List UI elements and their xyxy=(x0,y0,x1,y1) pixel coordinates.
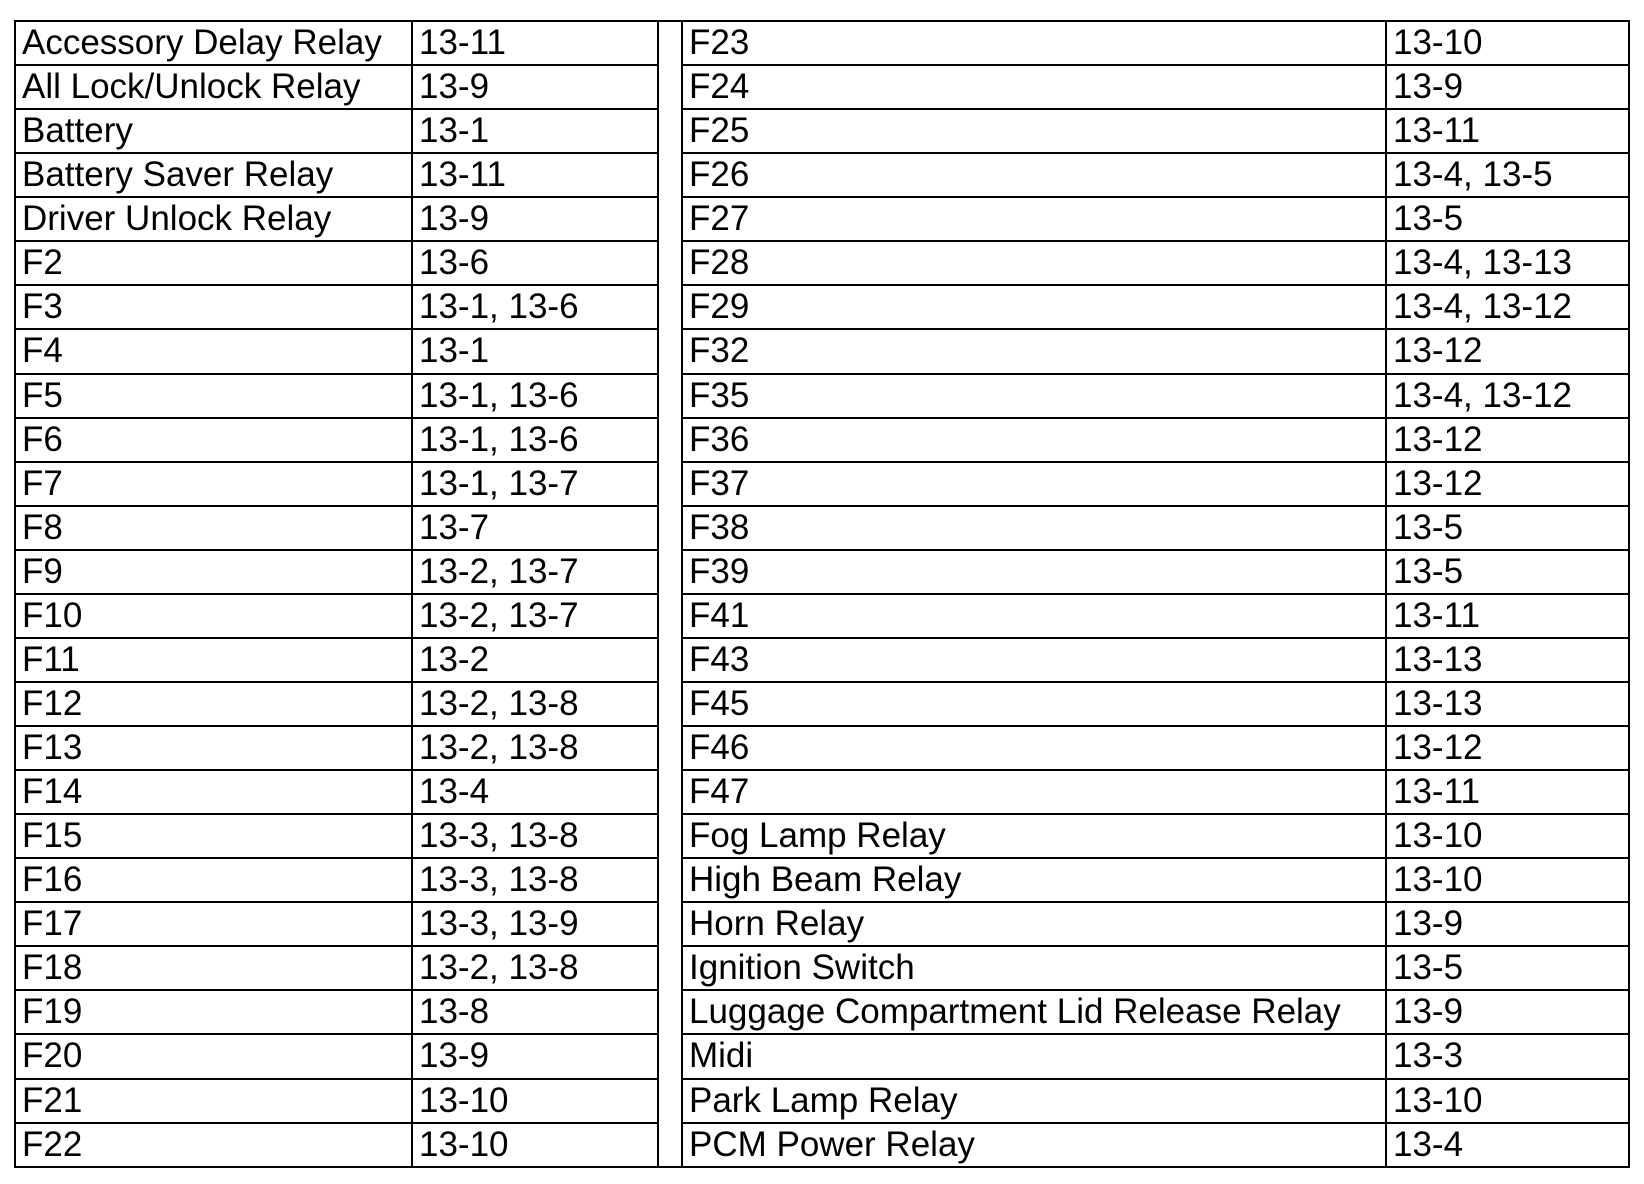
page-reference-cell: 13-9 xyxy=(1386,990,1629,1034)
component-name-cell: Park Lamp Relay xyxy=(682,1079,1386,1123)
table-row xyxy=(682,902,1629,946)
component-name-cell: F8 xyxy=(15,506,412,550)
table-row xyxy=(15,1079,658,1123)
page-reference-cell: 13-12 xyxy=(1386,329,1629,373)
page-reference-cell: 13-2, 13-7 xyxy=(412,550,658,594)
page-reference-cell: 13-1, 13-7 xyxy=(412,462,658,506)
table-row xyxy=(682,770,1629,814)
page-reference-cell: 13-1, 13-6 xyxy=(412,285,658,329)
component-name-cell: F15 xyxy=(15,814,412,858)
table-row xyxy=(15,285,658,329)
component-name-cell: F36 xyxy=(682,418,1386,462)
table-row xyxy=(15,109,658,153)
component-name-cell: F17 xyxy=(15,902,412,946)
component-name-cell: F35 xyxy=(682,374,1386,418)
page-reference-cell: 13-9 xyxy=(412,1034,658,1078)
table-row xyxy=(682,153,1629,197)
component-name-cell: F32 xyxy=(682,329,1386,373)
table-row xyxy=(15,682,658,726)
component-name-cell: All Lock/Unlock Relay xyxy=(15,65,412,109)
page-reference-cell: 13-4, 13-13 xyxy=(1386,241,1629,285)
page-reference-cell: 13-4 xyxy=(1386,1123,1629,1167)
component-index-sheet xyxy=(14,20,1630,1168)
page-reference-cell: 13-3, 13-8 xyxy=(412,858,658,902)
component-name-cell: F16 xyxy=(15,858,412,902)
table-row xyxy=(15,726,658,770)
component-name-cell: F46 xyxy=(682,726,1386,770)
component-name-cell: F38 xyxy=(682,506,1386,550)
table-row xyxy=(682,594,1629,638)
index-table-left-body xyxy=(15,21,658,1167)
table-row xyxy=(15,418,658,462)
table-row xyxy=(15,241,658,285)
page-reference-cell: 13-7 xyxy=(412,506,658,550)
table-row xyxy=(15,153,658,197)
page-reference-cell: 13-10 xyxy=(412,1123,658,1167)
page-reference-cell: 13-2, 13-8 xyxy=(412,682,658,726)
component-name-cell: F6 xyxy=(15,418,412,462)
page-reference-cell: 13-12 xyxy=(1386,726,1629,770)
component-name-cell: F27 xyxy=(682,197,1386,241)
page-reference-cell: 13-2, 13-7 xyxy=(412,594,658,638)
page-reference-cell: 13-8 xyxy=(412,990,658,1034)
page-reference-cell: 13-11 xyxy=(1386,770,1629,814)
table-row xyxy=(682,990,1629,1034)
page-reference-cell: 13-5 xyxy=(1386,946,1629,990)
table-row xyxy=(15,770,658,814)
component-name-cell: F7 xyxy=(15,462,412,506)
table-row xyxy=(15,1034,658,1078)
component-name-cell: F3 xyxy=(15,285,412,329)
table-row xyxy=(682,329,1629,373)
component-name-cell: Driver Unlock Relay xyxy=(15,197,412,241)
page-reference-cell: 13-11 xyxy=(1386,594,1629,638)
table-row xyxy=(15,374,658,418)
page-reference-cell: 13-6 xyxy=(412,241,658,285)
table-row xyxy=(682,418,1629,462)
page-reference-cell: 13-13 xyxy=(1386,682,1629,726)
component-name-cell: F29 xyxy=(682,285,1386,329)
component-name-cell: F20 xyxy=(15,1034,412,1078)
table-row xyxy=(682,858,1629,902)
page-reference-cell: 13-11 xyxy=(412,153,658,197)
component-name-cell: F19 xyxy=(15,990,412,1034)
table-row xyxy=(15,594,658,638)
table-row xyxy=(15,462,658,506)
page-reference-cell: 13-3, 13-8 xyxy=(412,814,658,858)
component-name-cell: F37 xyxy=(682,462,1386,506)
page-reference-cell: 13-5 xyxy=(1386,550,1629,594)
component-name-cell: Battery xyxy=(15,109,412,153)
table-row xyxy=(682,550,1629,594)
page-reference-cell: 13-11 xyxy=(412,21,658,65)
table-row xyxy=(15,858,658,902)
table-row xyxy=(15,506,658,550)
index-table-right xyxy=(681,20,1630,1168)
table-row xyxy=(15,638,658,682)
page-reference-cell: 13-10 xyxy=(1386,1079,1629,1123)
component-name-cell: PCM Power Relay xyxy=(682,1123,1386,1167)
component-name-cell: F47 xyxy=(682,770,1386,814)
table-row xyxy=(682,946,1629,990)
page-reference-cell: 13-4, 13-5 xyxy=(1386,153,1629,197)
component-name-cell: F12 xyxy=(15,682,412,726)
column-gutter xyxy=(659,20,681,1168)
table-row xyxy=(682,814,1629,858)
table-row xyxy=(682,21,1629,65)
table-row xyxy=(15,197,658,241)
page-reference-cell: 13-1 xyxy=(412,329,658,373)
table-row xyxy=(15,946,658,990)
component-name-cell: Luggage Compartment Lid Release Relay xyxy=(682,990,1386,1034)
component-name-cell: F25 xyxy=(682,109,1386,153)
table-row xyxy=(682,1079,1629,1123)
table-row xyxy=(15,65,658,109)
component-name-cell: F4 xyxy=(15,329,412,373)
page-reference-cell: 13-4, 13-12 xyxy=(1386,285,1629,329)
table-row xyxy=(15,21,658,65)
table-row xyxy=(682,726,1629,770)
table-row xyxy=(682,65,1629,109)
page-reference-cell: 13-10 xyxy=(1386,858,1629,902)
table-row xyxy=(682,462,1629,506)
page-reference-cell: 13-4 xyxy=(412,770,658,814)
page-reference-cell: 13-4, 13-12 xyxy=(1386,374,1629,418)
table-row xyxy=(15,1123,658,1167)
page-reference-cell: 13-10 xyxy=(412,1079,658,1123)
component-name-cell: F45 xyxy=(682,682,1386,726)
page-reference-cell: 13-12 xyxy=(1386,462,1629,506)
component-name-cell: F43 xyxy=(682,638,1386,682)
page-reference-cell: 13-1, 13-6 xyxy=(412,374,658,418)
page-reference-cell: 13-2, 13-8 xyxy=(412,726,658,770)
table-row xyxy=(682,374,1629,418)
component-name-cell: F24 xyxy=(682,65,1386,109)
page-reference-cell: 13-1 xyxy=(412,109,658,153)
component-name-cell: F39 xyxy=(682,550,1386,594)
page-reference-cell: 13-5 xyxy=(1386,197,1629,241)
component-name-cell: F11 xyxy=(15,638,412,682)
component-name-cell: Midi xyxy=(682,1034,1386,1078)
component-name-cell: F9 xyxy=(15,550,412,594)
component-name-cell: F18 xyxy=(15,946,412,990)
page-reference-cell: 13-9 xyxy=(1386,65,1629,109)
table-row xyxy=(682,506,1629,550)
page-reference-cell: 13-9 xyxy=(412,65,658,109)
page-reference-cell: 13-9 xyxy=(412,197,658,241)
index-table-right-body xyxy=(682,21,1629,1167)
page-reference-cell: 13-1, 13-6 xyxy=(412,418,658,462)
page-reference-cell: 13-9 xyxy=(1386,902,1629,946)
page-reference-cell: 13-3, 13-9 xyxy=(412,902,658,946)
component-name-cell: F21 xyxy=(15,1079,412,1123)
component-name-cell: Horn Relay xyxy=(682,902,1386,946)
table-row xyxy=(15,550,658,594)
table-row xyxy=(682,197,1629,241)
table-row xyxy=(682,1123,1629,1167)
component-name-cell: F28 xyxy=(682,241,1386,285)
page-reference-cell: 13-2, 13-8 xyxy=(412,946,658,990)
component-name-cell: F22 xyxy=(15,1123,412,1167)
component-name-cell: F26 xyxy=(682,153,1386,197)
component-name-cell: F41 xyxy=(682,594,1386,638)
component-name-cell: Accessory Delay Relay xyxy=(15,21,412,65)
page-reference-cell: 13-13 xyxy=(1386,638,1629,682)
table-row xyxy=(15,902,658,946)
component-name-cell: F13 xyxy=(15,726,412,770)
component-name-cell: High Beam Relay xyxy=(682,858,1386,902)
table-row xyxy=(682,241,1629,285)
table-row xyxy=(15,329,658,373)
page-reference-cell: 13-11 xyxy=(1386,109,1629,153)
table-row xyxy=(682,682,1629,726)
component-name-cell: F2 xyxy=(15,241,412,285)
component-name-cell: F14 xyxy=(15,770,412,814)
page-reference-cell: 13-3 xyxy=(1386,1034,1629,1078)
page-reference-cell: 13-12 xyxy=(1386,418,1629,462)
table-row xyxy=(682,1034,1629,1078)
component-name-cell: Fog Lamp Relay xyxy=(682,814,1386,858)
table-row xyxy=(15,990,658,1034)
page-reference-cell: 13-10 xyxy=(1386,814,1629,858)
table-row xyxy=(682,638,1629,682)
component-name-cell: Ignition Switch xyxy=(682,946,1386,990)
component-name-cell: F10 xyxy=(15,594,412,638)
index-table-left xyxy=(14,20,659,1168)
page-reference-cell: 13-2 xyxy=(412,638,658,682)
page-reference-cell: 13-10 xyxy=(1386,21,1629,65)
table-row xyxy=(682,109,1629,153)
table-row xyxy=(682,285,1629,329)
component-name-cell: F23 xyxy=(682,21,1386,65)
page-reference-cell: 13-5 xyxy=(1386,506,1629,550)
table-row xyxy=(15,814,658,858)
component-name-cell: F5 xyxy=(15,374,412,418)
component-name-cell: Battery Saver Relay xyxy=(15,153,412,197)
